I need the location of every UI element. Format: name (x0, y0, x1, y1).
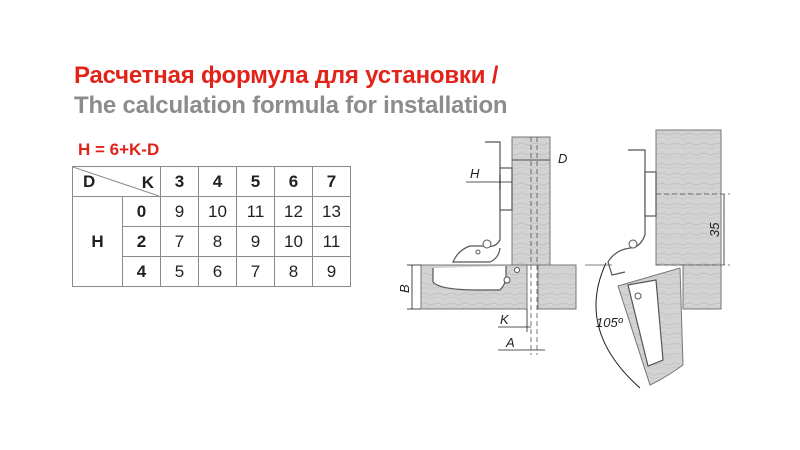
k-header: 6 (275, 167, 313, 197)
right-hinge-drawing (585, 130, 730, 388)
left-hinge-drawing (397, 137, 576, 355)
dim-label-k: K (500, 312, 509, 327)
dim-label-35: 35 (707, 222, 722, 237)
dim-label-b: B (397, 284, 412, 293)
table-cell: 9 (237, 227, 275, 257)
dim-label-angle: 105º (596, 315, 623, 330)
side-panel (656, 130, 721, 265)
table-cell: 12 (275, 197, 313, 227)
d-value: 2 (123, 227, 161, 257)
title-russian: Расчетная формула для установки / (74, 62, 499, 89)
formula: H = 6+K-D (78, 140, 160, 159)
k-header: 3 (161, 167, 199, 197)
table-cell: 13 (313, 197, 351, 227)
dim-label-a: A (506, 335, 515, 350)
k-header: 5 (237, 167, 275, 197)
cabinet-panel (538, 265, 576, 309)
table-cell: 11 (237, 197, 275, 227)
table-cell: 9 (313, 257, 351, 287)
d-value: 4 (123, 257, 161, 287)
title-english: The calculation formula for installation (74, 92, 508, 119)
corner-k-label: K (141, 173, 154, 192)
table-cell: 7 (161, 227, 199, 257)
table-cell: 10 (199, 197, 237, 227)
table-cell: 8 (199, 227, 237, 257)
table-cell: 6 (199, 257, 237, 287)
table-cell: 8 (275, 257, 313, 287)
k-header: 7 (313, 167, 351, 197)
table-cell: 10 (275, 227, 313, 257)
dim-label-h: H (470, 166, 480, 181)
d-value: 0 (123, 197, 161, 227)
corner-d-label: D (83, 172, 96, 191)
table-cell: 11 (313, 227, 351, 257)
cabinet-panel (683, 265, 721, 309)
h-row-label: H (73, 197, 123, 287)
table-cell: 5 (161, 257, 199, 287)
dim-label-d: D (558, 151, 568, 166)
table-cell: 9 (161, 197, 199, 227)
table-cell: 7 (237, 257, 275, 287)
k-header: 4 (199, 167, 237, 197)
